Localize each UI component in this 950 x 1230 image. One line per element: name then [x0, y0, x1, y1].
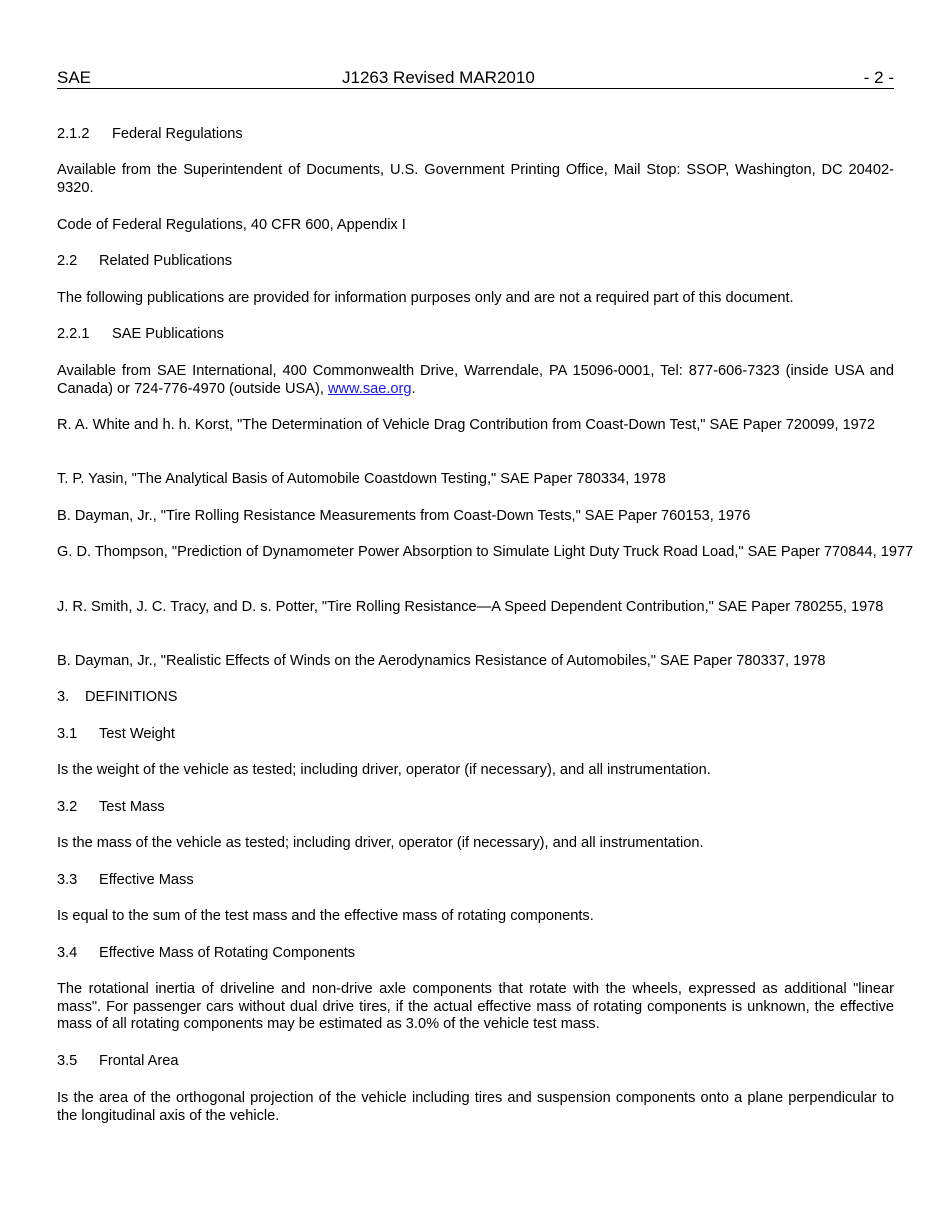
section-number: 2.2 [57, 253, 78, 269]
section-heading-3-5 [57, 1053, 894, 1071]
sae-website-link[interactable]: www.sae.org [327, 380, 412, 397]
section-heading-3-2 [57, 799, 894, 817]
section-heading-3 [57, 689, 894, 707]
section-number: 2.1.2 [57, 126, 90, 142]
header-doc-id: J1263 Revised MAR2010 [342, 68, 535, 87]
paragraph-rotating-components: The rotational inertia of driveline and non-drive axle components that rotate with the wheels, expressed as additional "linear mass". For passenger cars without dual drive tires, if the actual effective mass of rotating components is unknown, the effective mass of all rotating components may be estimated as 3.0% of the vehicle test mass. [57, 981, 894, 1032]
section-title: Test Weight [99, 726, 175, 742]
section-title: DEFINITIONS [85, 689, 178, 705]
reference-item: J. R. Smith, J. C. Tracy, and D. s. Potter, "Tire Rolling Resistance—A Speed Dependent Contribution," SAE Paper 780255, 1978 [57, 599, 884, 615]
paragraph-cfr: Code of Federal Regulations, 40 CFR 600, Appendix I [57, 217, 406, 233]
section-title: SAE Publications [112, 326, 224, 342]
section-number: 3.2 [57, 799, 78, 815]
reference-item: B. Dayman, Jr., "Tire Rolling Resistance Measurements from Coast-Down Tests," SAE Paper 760153, 1976 [57, 508, 751, 524]
page-header [57, 67, 894, 89]
reference-item: R. A. White and h. h. Korst, "The Determination of Vehicle Drag Contribution from Coast-Down Test," SAE Paper 720099, 1972 [57, 417, 876, 433]
section-title: Federal Regulations [112, 126, 243, 142]
section-title: Effective Mass [99, 872, 194, 888]
sae-availability-text: Available from SAE International, 400 Commonwealth Drive, Warrendale, PA 15096-0001, Tel: 877-606-7323 (inside USA and Canada) or 724-776-4970 (outside USA), [57, 363, 894, 397]
paragraph-test-weight: Is the weight of the vehicle as tested; including driver, operator (if necessary), and all instrumentation. [57, 762, 711, 778]
section-number: 3.3 [57, 872, 78, 888]
header-page-number: - 2 - [863, 68, 894, 87]
reference-item: B. Dayman, Jr., "Realistic Effects of Winds on the Aerodynamics Resistance of Automobiles," SAE Paper 780337, 1978 [57, 653, 826, 669]
section-number: 2.2.1 [57, 326, 90, 342]
reference-item: T. P. Yasin, "The Analytical Basis of Automobile Coastdown Testing," SAE Paper 780334, 1978 [57, 471, 666, 487]
paragraph-sae-availability [57, 363, 894, 398]
section-heading-3-3 [57, 872, 894, 890]
section-title: Related Publications [99, 253, 233, 269]
section-number: 3.1 [57, 726, 78, 742]
section-heading-2-2-1 [57, 326, 894, 344]
section-heading-2-2 [57, 253, 894, 271]
section-title: Test Mass [99, 799, 165, 815]
section-heading-3-1 [57, 726, 894, 744]
reference-item: G. D. Thompson, "Prediction of Dynamometer Power Absorption to Simulate Light Duty Truck Road Load," SAE Paper 770844, 1977 [57, 544, 914, 560]
sae-availability-end: . [411, 380, 416, 397]
section-number: 3. [57, 689, 70, 705]
paragraph-related-publications: The following publications are provided for information purposes only and are not a required part of this document. [57, 290, 794, 306]
section-number: 3.4 [57, 945, 78, 961]
section-title: Effective Mass of Rotating Components [99, 945, 356, 961]
section-title: Frontal Area [99, 1053, 179, 1069]
paragraph-test-mass: Is the mass of the vehicle as tested; including driver, operator (if necessary), and all instrumentation. [57, 835, 704, 851]
paragraph-effective-mass: Is equal to the sum of the test mass and the effective mass of rotating components. [57, 908, 594, 924]
paragraph-frontal-area: Is the area of the orthogonal projection of the vehicle including tires and suspension components onto a plane perpendicular to the longitudinal axis of the vehicle. [57, 1090, 894, 1124]
paragraph-gpo-availability: Available from the Superintendent of Documents, U.S. Government Printing Office, Mail Stop: SSOP, Washington, DC 20402-9320. [57, 162, 894, 196]
section-heading-2-1-2 [57, 126, 894, 144]
header-org: SAE [57, 68, 92, 87]
section-number: 3.5 [57, 1053, 78, 1069]
section-heading-3-4 [57, 945, 894, 963]
